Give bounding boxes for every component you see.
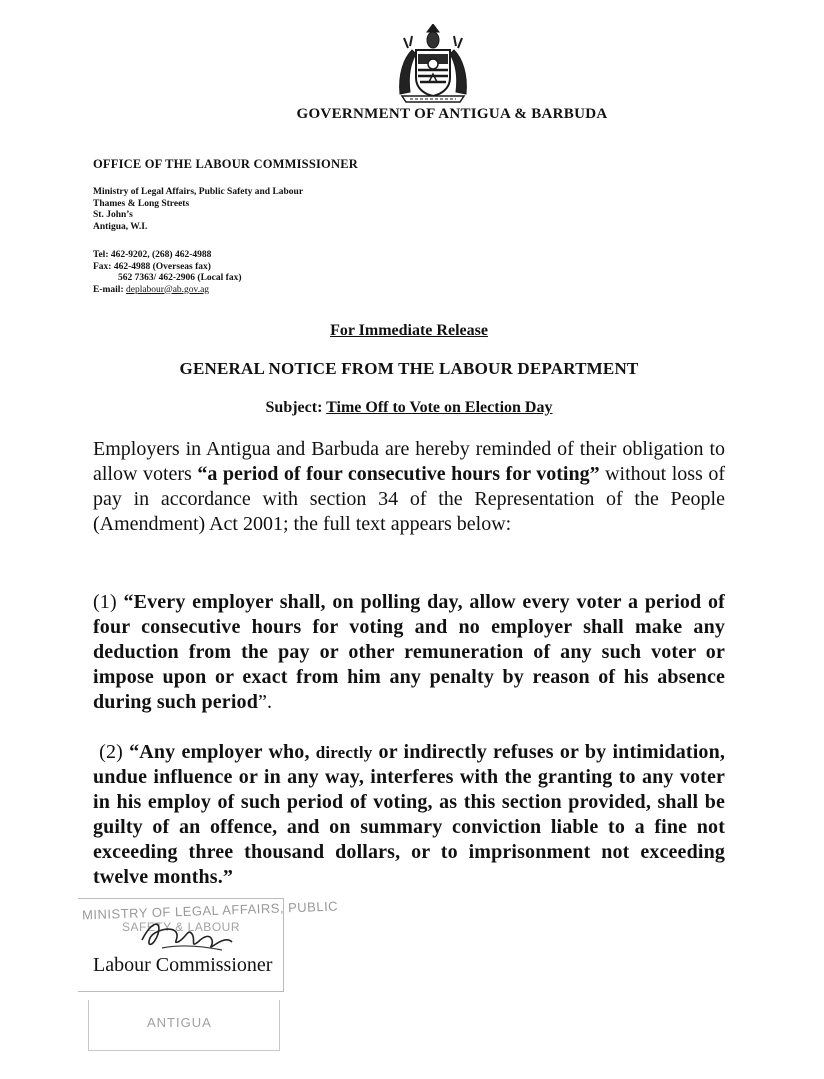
intro-text-continued: without loss of pay in accordance with section 34 of the Representation of the People (Amendment) Act 2001; the full text appears below: — [93, 463, 725, 535]
release-heading: For Immediate Release — [330, 322, 488, 339]
fax-line: Fax: 462-4988 (Overseas fax) — [93, 261, 211, 272]
clause-text-continued: or indirectly refuses or by intimidation, undue influence or in any way, interferes with the granting to any voter in his employ of such period of voting, as this section provided, shall be guilty of an offence, and on summary conviction liable to a fine not exceeding three thousand dollars, or to imprisonment not exceeding twelve months.” — [93, 741, 725, 888]
subject-text: Time Off to Vote on Election Day — [326, 399, 553, 416]
telephone-line: Tel: 462-9202, (268) 462-4988 — [93, 250, 212, 260]
address-line: Thames & Long Streets — [93, 198, 190, 209]
address-line: St. John’s — [93, 210, 133, 220]
email-line — [93, 285, 242, 297]
stamp-text: SAFETY & LABOUR — [122, 920, 240, 934]
handwritten-signature — [132, 910, 242, 958]
clause-text-small: directly — [315, 743, 373, 762]
notice-title: GENERAL NOTICE FROM THE LABOUR DEPARTMENT — [179, 359, 639, 378]
clause-1-paragraph — [93, 590, 725, 715]
clause-text: “Any employer who, — [129, 741, 316, 763]
address-line: Ministry of Legal Affairs, Public Safety and Labour — [93, 187, 304, 197]
subject-label: Subject: — [265, 399, 327, 416]
clause-end: ”. — [257, 691, 273, 713]
email-label: E-mail: — [93, 284, 126, 295]
contact-block — [93, 250, 242, 296]
coat-of-arms-emblem — [396, 24, 470, 104]
address-block — [93, 187, 303, 233]
clause-text: “Every employer shall, on polling day, allow every voter a period of four consecutive hours for voting and no employer shall make any deduction from the pay or other remuneration of any such voter or impose upon or exact from him any penalty by reason of his absence during such period — [93, 591, 725, 713]
government-heading: GOVERNMENT OF ANTIGUA & BARBUDA — [296, 106, 608, 122]
stamp-bottom-text: ANTIGUA — [147, 1015, 212, 1030]
address-line: Antigua, W.I. — [93, 221, 148, 232]
subject-line — [0, 399, 818, 417]
office-heading: OFFICE OF THE LABOUR COMMISSIONER — [93, 157, 358, 171]
email-link[interactable]: deplabour@ab.gov.ag — [125, 284, 210, 295]
clause-number: (1) — [93, 591, 124, 613]
intro-quote: “a period of four consecutive hours for voting” — [197, 463, 600, 485]
intro-paragraph — [93, 437, 725, 537]
clause-2-paragraph — [93, 740, 725, 890]
signatory-title: Labour Commissioner — [93, 954, 273, 976]
clause-number: (2) — [99, 741, 130, 763]
stamp-text: MINISTRY OF LEGAL AFFAIRS, PUBLIC — [81, 898, 339, 923]
intro-text: Employers in Antigua and Barbuda are hereby reminded of their obligation to allow voters — [93, 438, 725, 485]
fax-local-line: 562 7363/ 462-2906 (Local fax) — [118, 273, 242, 283]
